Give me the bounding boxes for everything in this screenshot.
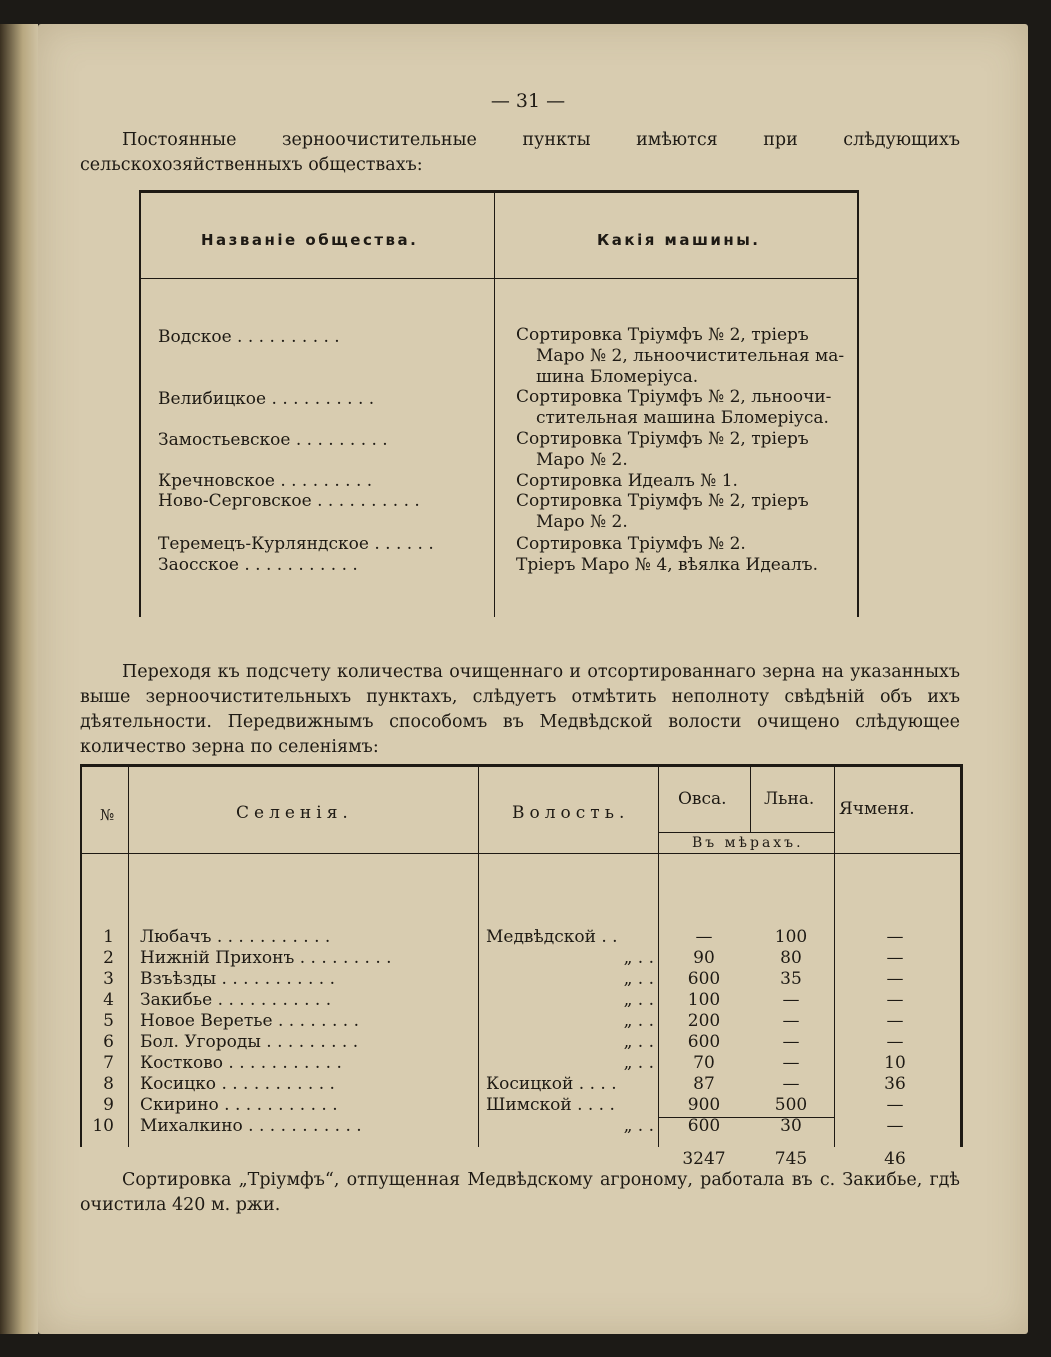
row-number: 6: [103, 1032, 114, 1052]
header-divider: [82, 853, 960, 854]
village-name: Взъѣзды . . . . . . . . . . .: [140, 969, 335, 989]
header-oats: Овса.: [678, 789, 727, 809]
barley-value: —: [886, 1011, 904, 1031]
header-flax: Льна.: [764, 789, 815, 809]
flax-value: 100: [774, 927, 808, 947]
row-number: 5: [103, 1011, 114, 1031]
village-name: Косицко . . . . . . . . . . .: [140, 1074, 335, 1094]
barley-value: 10: [884, 1053, 906, 1073]
society-name: Теремецъ-Курляндское . . . . . .: [158, 534, 434, 554]
barley-value: —: [886, 990, 904, 1010]
volost-name: „ . .: [623, 1032, 654, 1052]
volost-name: Шимской . . . .: [486, 1095, 615, 1115]
intro-paragraph: Постоянные зерноочистительные пункты имѣются при слѣдующихъ сельскохозяйственныхъ обществахъ:: [80, 130, 960, 175]
village-name: Любачъ . . . . . . . . . . .: [140, 927, 331, 947]
machines-line: Сортировка Тріумфъ № 2, тріеръ: [516, 491, 809, 511]
machines-cell: [516, 555, 853, 576]
header-barley: Ячменя.: [839, 799, 915, 819]
machines-line: Сортировка Тріумфъ № 2, тріеръ: [516, 325, 809, 345]
header-society-name: Названіе общества.: [201, 231, 419, 249]
grain-cleaning-table: [80, 764, 963, 1169]
header-number: №: [100, 806, 115, 824]
volost-name: „ . .: [623, 969, 654, 989]
row-number: 4: [103, 990, 114, 1010]
header-unit: Въ мѣрахъ.: [692, 835, 804, 851]
flax-value: —: [782, 1053, 800, 1073]
flax-value: 500: [774, 1095, 808, 1115]
village-name: Скирино . . . . . . . . . . .: [140, 1095, 338, 1115]
machines-line: Сортировка Идеалъ № 1.: [516, 471, 738, 491]
flax-value: —: [782, 1011, 800, 1031]
volost-name: „ . .: [623, 990, 654, 1010]
machines-cell: [516, 429, 853, 471]
volost-name: „ . .: [623, 1116, 654, 1136]
row-number: 3: [103, 969, 114, 989]
machines-cell: [516, 387, 853, 429]
village-name: Закибье . . . . . . . . . . .: [140, 990, 332, 1010]
machines-cell: [516, 325, 853, 388]
barley-value: —: [886, 1116, 904, 1136]
machines-line: Сортировка Тріумфъ № 2, льноочи-: [516, 387, 832, 407]
barley-value: —: [886, 969, 904, 989]
volost-name: Косицкой . . . .: [486, 1074, 617, 1094]
row-number: 9: [103, 1095, 114, 1115]
machines-line: стительная машина Бломеріуса.: [536, 408, 829, 428]
row-number: 2: [103, 948, 114, 968]
village-name: Костково . . . . . . . . . . .: [140, 1053, 342, 1073]
flax-value: 30: [780, 1116, 802, 1136]
row-number: 1: [103, 927, 114, 947]
machines-cell: [516, 471, 853, 492]
paragraph-2: Переходя къ подсчету количества очищеннаго и отсортированнаго зерна на указанныхъ выше зерноочистительныхъ пунктахъ, слѣдуетъ отмѣтить неполноту свѣдѣній объ ихъ дѣятельности. Передвижнымъ способомъ въ Медвѣдской волости очищено слѣдующее количество зерна по селеніямъ:: [80, 662, 960, 757]
flax-value: —: [782, 990, 800, 1010]
barley-value: —: [886, 1095, 904, 1115]
volost-name: „ . .: [623, 948, 654, 968]
barley-value: —: [886, 927, 904, 947]
col-divider: [834, 767, 835, 1147]
flax-value: 80: [780, 948, 802, 968]
flax-value: 35: [780, 969, 802, 989]
row-number: 10: [92, 1116, 114, 1136]
oats-value: 600: [687, 1116, 721, 1136]
barley-value: 36: [884, 1074, 906, 1094]
society-name: Велибицкое . . . . . . . . . .: [158, 389, 375, 409]
volost-name: Медвѣдской . .: [486, 927, 618, 947]
flax-total: 745: [774, 1149, 808, 1169]
paragraph-3: Сортировка „Тріумфъ“, отпущенная Медвѣдскому агроному, работала въ с. Закибье, гдѣ очистила 420 м. ржи.: [80, 1170, 960, 1215]
village-name: Новое Веретье . . . . . . . .: [140, 1011, 360, 1031]
oats-value: 600: [687, 1032, 721, 1052]
machines-line: Маро № 2.: [536, 512, 628, 532]
machines-line: Сортировка Тріумфъ № 2, тріеръ: [516, 429, 809, 449]
machines-line: Маро № 2.: [536, 450, 628, 470]
society-name: Водское . . . . . . . . . .: [158, 327, 340, 347]
society-name: Ново-Серговское . . . . . . . . . .: [158, 491, 420, 511]
village-name: Михалкино . . . . . . . . . . .: [140, 1116, 362, 1136]
column-divider: [494, 193, 495, 617]
barley-total: 46: [884, 1149, 906, 1169]
col-divider: [750, 767, 751, 832]
oats-value: 90: [693, 948, 715, 968]
machines-line: Тріеръ Маро № 4, вѣялка Идеалъ.: [516, 555, 819, 575]
machines-cell: [516, 534, 853, 555]
oats-total: 3247: [682, 1149, 726, 1169]
society-name: Кречновское . . . . . . . . .: [158, 471, 373, 491]
volost-name: „ . .: [623, 1011, 654, 1031]
oats-value: 600: [687, 969, 721, 989]
volost-name: „ . .: [623, 1053, 654, 1073]
machines-line: шина Бломеріуса.: [536, 367, 699, 387]
barley-value: —: [886, 948, 904, 968]
row-number: 8: [103, 1074, 114, 1094]
machines-line: Сортировка Тріумфъ № 2.: [516, 534, 746, 554]
book-binding: [0, 24, 38, 1334]
page-number: — 31 —: [490, 90, 566, 112]
society-name: Замостьевское . . . . . . . . .: [158, 430, 388, 450]
flax-value: —: [782, 1032, 800, 1052]
oats-value: 200: [687, 1011, 721, 1031]
row-number: 7: [103, 1053, 114, 1073]
societies-table: [139, 190, 859, 617]
barley-value: —: [886, 1032, 904, 1052]
header-villages: Селенія.: [236, 803, 353, 823]
oats-value: 900: [687, 1095, 721, 1115]
flax-value: —: [782, 1074, 800, 1094]
society-name: Заосское . . . . . . . . . . .: [158, 555, 358, 575]
oats-value: 100: [687, 990, 721, 1010]
header-divider: [141, 278, 857, 279]
col-divider: [128, 767, 129, 1147]
village-name: Бол. Угороды . . . . . . . . .: [140, 1032, 359, 1052]
oats-value: 70: [693, 1053, 715, 1073]
book-page: [38, 24, 1028, 1334]
oats-value: 87: [693, 1074, 715, 1094]
header-machines: Какія машины.: [597, 231, 761, 249]
col-divider: [478, 767, 479, 1147]
machines-cell: [516, 491, 853, 533]
header-volost: Волость.: [512, 803, 630, 823]
oats-value: —: [695, 927, 713, 947]
machines-line: Маро № 2, льноочистительная ма-: [536, 346, 845, 366]
village-name: Нижній Прихонъ . . . . . . . . .: [140, 948, 392, 968]
col-divider: [658, 767, 659, 1147]
